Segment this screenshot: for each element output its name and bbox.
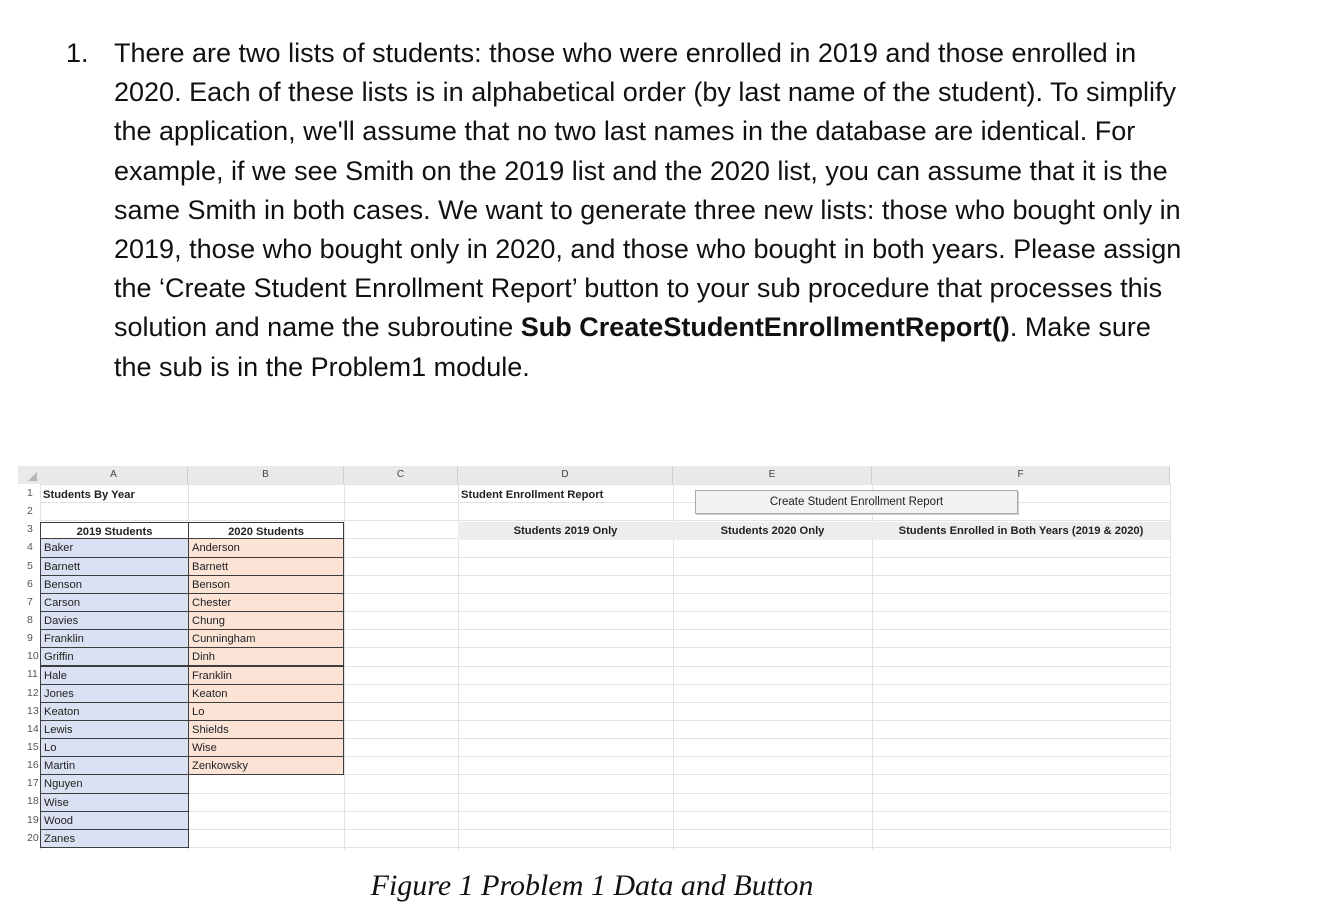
column-header-b[interactable]: B bbox=[188, 466, 344, 484]
select-all-corner[interactable] bbox=[18, 466, 40, 484]
student-cell[interactable]: Anderson bbox=[188, 538, 344, 557]
student-cell[interactable]: Shields bbox=[188, 720, 344, 739]
row-header[interactable]: 7 bbox=[27, 595, 33, 608]
figure-caption: Figure 1 Problem 1 Data and Button bbox=[370, 869, 814, 902]
column-header-f[interactable]: F bbox=[872, 466, 1170, 484]
row-headers bbox=[18, 484, 40, 847]
row-header[interactable]: 13 bbox=[27, 704, 39, 717]
row-header[interactable]: 11 bbox=[27, 668, 38, 681]
spreadsheet bbox=[18, 466, 1170, 850]
student-cell[interactable]: Wise bbox=[188, 738, 344, 757]
row-header[interactable]: 19 bbox=[27, 813, 39, 826]
column-header-a[interactable]: A bbox=[40, 466, 188, 484]
row-header[interactable]: 2 bbox=[27, 505, 33, 518]
gridline-horizontal bbox=[40, 793, 1170, 794]
header-students-2019-only[interactable]: Students 2019 Only bbox=[458, 522, 673, 540]
row-header[interactable]: 15 bbox=[27, 740, 39, 753]
header-students-both-years[interactable]: Students Enrolled in Both Years (2019 & 2020) bbox=[872, 522, 1170, 540]
cell-d1[interactable]: Student Enrollment Report bbox=[461, 489, 604, 501]
select-all-triangle-icon bbox=[28, 472, 37, 481]
gridline-horizontal bbox=[40, 847, 1170, 848]
student-cell[interactable]: Lo bbox=[40, 738, 189, 757]
row-header[interactable]: 17 bbox=[27, 777, 39, 790]
student-cell[interactable]: Dinh bbox=[188, 647, 344, 666]
student-cell[interactable]: Lo bbox=[188, 702, 344, 721]
student-cell[interactable]: Hale bbox=[40, 666, 189, 685]
row-header[interactable]: 8 bbox=[27, 613, 33, 626]
row-header[interactable]: 3 bbox=[27, 523, 33, 536]
student-cell[interactable]: Wood bbox=[40, 811, 189, 830]
student-cell[interactable]: Zenkowsky bbox=[188, 756, 344, 775]
gridline-horizontal bbox=[40, 811, 1170, 812]
row-header[interactable]: 1 bbox=[27, 487, 33, 499]
header-students-2020-only[interactable]: Students 2020 Only bbox=[673, 522, 872, 540]
student-cell[interactable]: Keaton bbox=[40, 702, 189, 721]
student-cell[interactable]: Benson bbox=[188, 575, 344, 594]
student-cell[interactable]: Franklin bbox=[40, 629, 189, 648]
problem-number: 1. bbox=[66, 38, 89, 68]
gridline-vertical bbox=[344, 484, 345, 850]
column-header-d[interactable]: D bbox=[458, 466, 673, 484]
row-header[interactable]: 20 bbox=[27, 831, 39, 844]
student-cell[interactable]: Cunningham bbox=[188, 629, 344, 648]
problem-text bbox=[114, 34, 1184, 387]
student-cell[interactable]: Davies bbox=[40, 611, 189, 630]
column-header-e[interactable]: E bbox=[673, 466, 872, 484]
column-header-c[interactable]: C bbox=[344, 466, 458, 484]
student-cell[interactable]: Jones bbox=[40, 684, 189, 703]
student-cell[interactable]: Nguyen bbox=[40, 774, 189, 793]
student-cell[interactable]: Wise bbox=[40, 793, 189, 812]
create-student-enrollment-report-button[interactable]: Create Student Enrollment Report bbox=[695, 490, 1018, 514]
row-header[interactable]: 10 bbox=[27, 650, 39, 663]
student-cell[interactable]: Franklin bbox=[188, 666, 344, 685]
student-cell[interactable]: Benson bbox=[40, 575, 189, 594]
student-cell[interactable]: Lewis bbox=[40, 720, 189, 739]
row-header[interactable]: 6 bbox=[27, 577, 33, 590]
student-cell[interactable]: Chester bbox=[188, 593, 344, 612]
gridline-vertical bbox=[1170, 484, 1171, 850]
subroutine-name: Sub CreateStudentEnrollmentReport() bbox=[520, 312, 1010, 343]
header-2019-students[interactable]: 2019 Students bbox=[40, 522, 189, 541]
row-header[interactable]: 14 bbox=[27, 722, 39, 735]
student-cell[interactable]: Zanes bbox=[40, 829, 189, 848]
student-cell[interactable]: Griffin bbox=[40, 647, 189, 666]
header-2020-students[interactable]: 2020 Students bbox=[188, 522, 344, 541]
problem-text-part-2: . Make sure the sub is in the Problem1 module. bbox=[114, 312, 1151, 382]
row-header[interactable]: 9 bbox=[27, 632, 33, 645]
gridline-horizontal bbox=[40, 829, 1170, 830]
gridline-horizontal bbox=[40, 484, 1170, 485]
student-cell[interactable]: Barnett bbox=[188, 557, 344, 576]
problem-text-part-1: There are two lists of students: those who were enrolled in 2019 and those enrolled in 2020. Each of these lists is in alphabetical order (by last name of the student). To simplify the application, we'll assume that no two last names in the database are identical. For example, if we see Smith on the 2019 list and the 2020 list, you can assume that it is the same Smith in both cases. We want to generate three new lists: those who bought only in 2019, those who bought only in 2020, and those who bought in both years. Please assign the ‘Create Student Enrollment Report’ button to your sub procedure that processes this solution and name the subroutine bbox=[114, 38, 1182, 343]
row-header[interactable]: 18 bbox=[27, 795, 39, 808]
cell-a1[interactable]: Students By Year bbox=[43, 489, 135, 501]
student-cell[interactable]: Baker bbox=[40, 538, 189, 557]
student-cell[interactable]: Chung bbox=[188, 611, 344, 630]
row-header[interactable]: 4 bbox=[27, 541, 33, 554]
row-header[interactable]: 12 bbox=[27, 686, 39, 699]
student-cell[interactable]: Keaton bbox=[188, 684, 344, 703]
row-header[interactable]: 5 bbox=[27, 559, 33, 572]
student-cell[interactable]: Carson bbox=[40, 593, 189, 612]
student-cell[interactable]: Martin bbox=[40, 756, 189, 775]
student-cell[interactable]: Barnett bbox=[40, 557, 189, 576]
row-header[interactable]: 16 bbox=[27, 759, 39, 772]
